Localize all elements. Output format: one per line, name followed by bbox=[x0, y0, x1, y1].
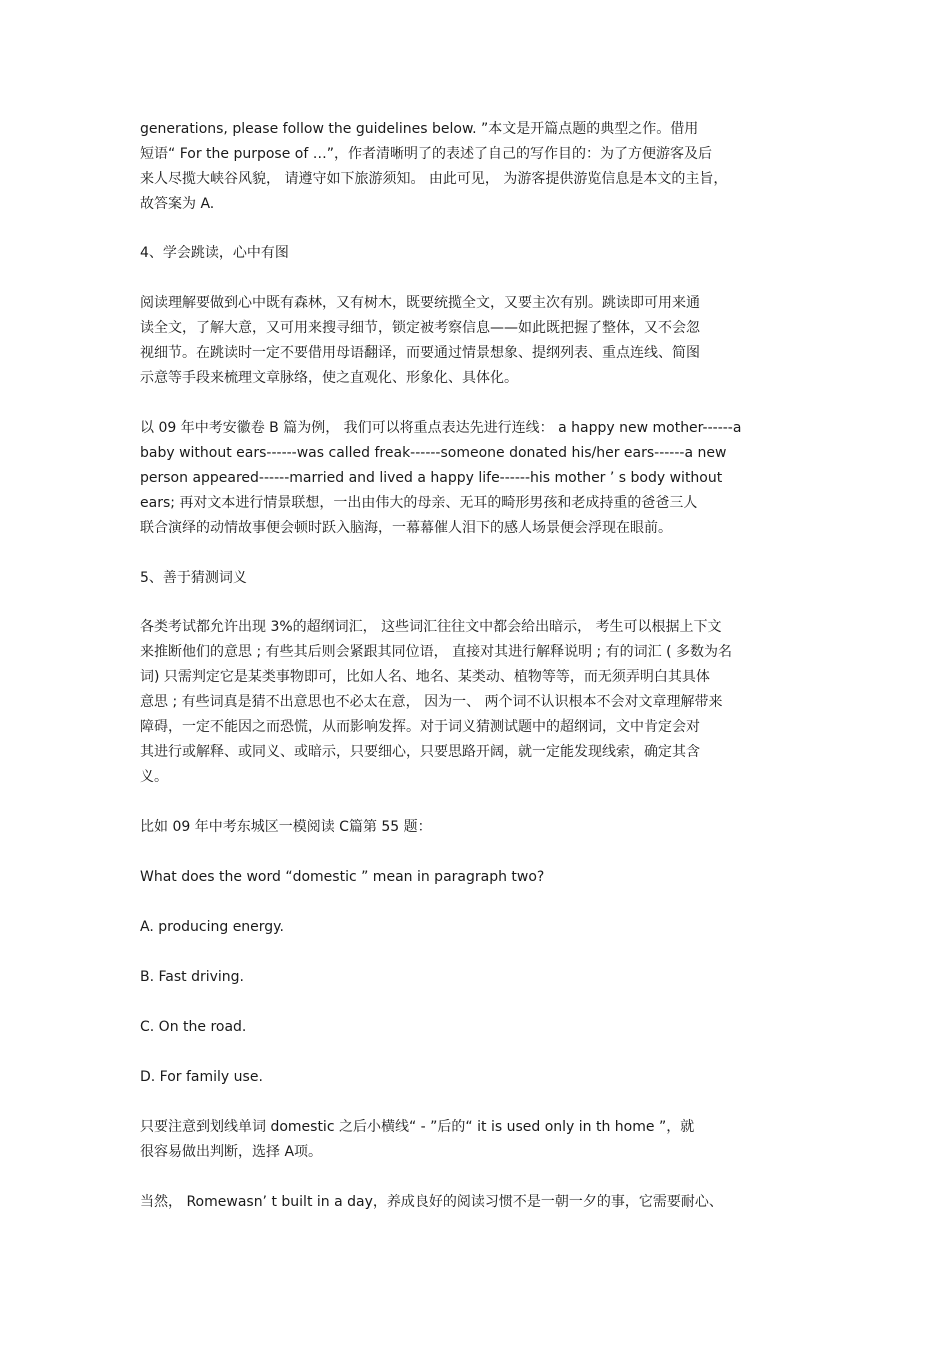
option-a: A. producing energy. bbox=[140, 919, 284, 935]
option-d: D. For family use. bbox=[140, 1069, 263, 1085]
text-line: person appeared------married and lived a happy life------his mother ’ s body without bbox=[140, 470, 723, 486]
text-line: 比如 09 年中考东城区一模阅读 C篇第 55 题： bbox=[140, 819, 432, 835]
text-line: 阅读理解要做到心中既有森林，又有树木，既要统揽全文，又要主次有别。跳读即可用来通 bbox=[140, 295, 700, 311]
text-line: 义。 bbox=[140, 769, 168, 785]
text-line: baby without ears------was called freak------someone donated his/her ears------a new bbox=[140, 445, 727, 461]
text-line: 视细节。在跳读时一定不要借用母语翻译，而要通过情景想象、提纲列表、重点连线、简图 bbox=[140, 345, 700, 361]
text-line: generations, please follow the guidelines below. ”本文是开篇点题的典型之作。借用 bbox=[140, 121, 699, 137]
question-text: What does the word “domestic ” mean in paragraph two? bbox=[140, 869, 545, 885]
text-line: 各类考试都允许出现 3%的超纲词汇， 这些词汇往往文中都会给出暗示， 考生可以根据上下文 bbox=[140, 619, 722, 635]
text-line: 以 09 年中考安徽卷 B 篇为例， 我们可以将重点表达先进行连线： a happy new mother------a bbox=[140, 420, 742, 436]
section-heading: 4、学会跳读，心中有图 bbox=[140, 245, 289, 261]
text-line: 读全文，了解大意，又可用来搜寻细节，锁定被考察信息——如此既把握了整体，又不会忽 bbox=[140, 320, 700, 336]
section-heading: 5、善于猜测词义 bbox=[140, 570, 247, 586]
text-line: 短语“ For the purpose of …”，作者清晰明了的表述了自己的写作目的：为了方便游客及后 bbox=[140, 146, 712, 162]
text-line: 联合演绎的动情故事便会顿时跃入脑海，一幕幕催人泪下的感人场景便会浮现在眼前。 bbox=[140, 520, 672, 536]
option-b: B. Fast driving. bbox=[140, 969, 245, 985]
text-line: 来推断他们的意思 ; 有些其后则会紧跟其同位语， 直接对其进行解释说明 ; 有的词汇 ( 多数为名 bbox=[140, 644, 733, 660]
text-line: 当然， Romewasn’ t built in a day，养成良好的阅读习惯不是一朝一夕的事，它需要耐心、 bbox=[140, 1194, 723, 1210]
option-c: C. On the road. bbox=[140, 1019, 247, 1035]
text-line: 故答案为 A. bbox=[140, 196, 215, 212]
text-line: 示意等手段来梳理文章脉络，使之直观化、形象化、具体化。 bbox=[140, 370, 518, 386]
text-line: 意思 ; 有些词真是猜不出意思也不必太在意， 因为一、 两个词不认识根本不会对文章理解带来 bbox=[140, 694, 723, 710]
text-line: ears; 再对文本进行情景联想，一出由伟大的母亲、无耳的畸形男孩和老成持重的爸爸三人 bbox=[140, 495, 698, 511]
text-line: 来人尽揽大峡谷风貌， 请遵守如下旅游须知。 由此可见， 为游客提供游览信息是本文的主旨， bbox=[140, 171, 728, 187]
text-line: 障碍，一定不能因之而恐慌，从而影响发挥。对于词义猜测试题中的超纲词，文中肯定会对 bbox=[140, 719, 700, 735]
text-line: 词) 只需判定它是某类事物即可，比如人名、地名、某类动、植物等等，而无须弄明白其具体 bbox=[140, 669, 710, 685]
text-line: 很容易做出判断，选择 A项。 bbox=[140, 1144, 323, 1160]
text-line: 其进行或解释、或同义、或暗示，只要细心，只要思路开阔，就一定能发现线索，确定其含 bbox=[140, 744, 700, 760]
text-line: 只要注意到划线单词 domestic 之后小横线“ - ”后的“ it is used only in th home ”，就 bbox=[140, 1119, 695, 1135]
